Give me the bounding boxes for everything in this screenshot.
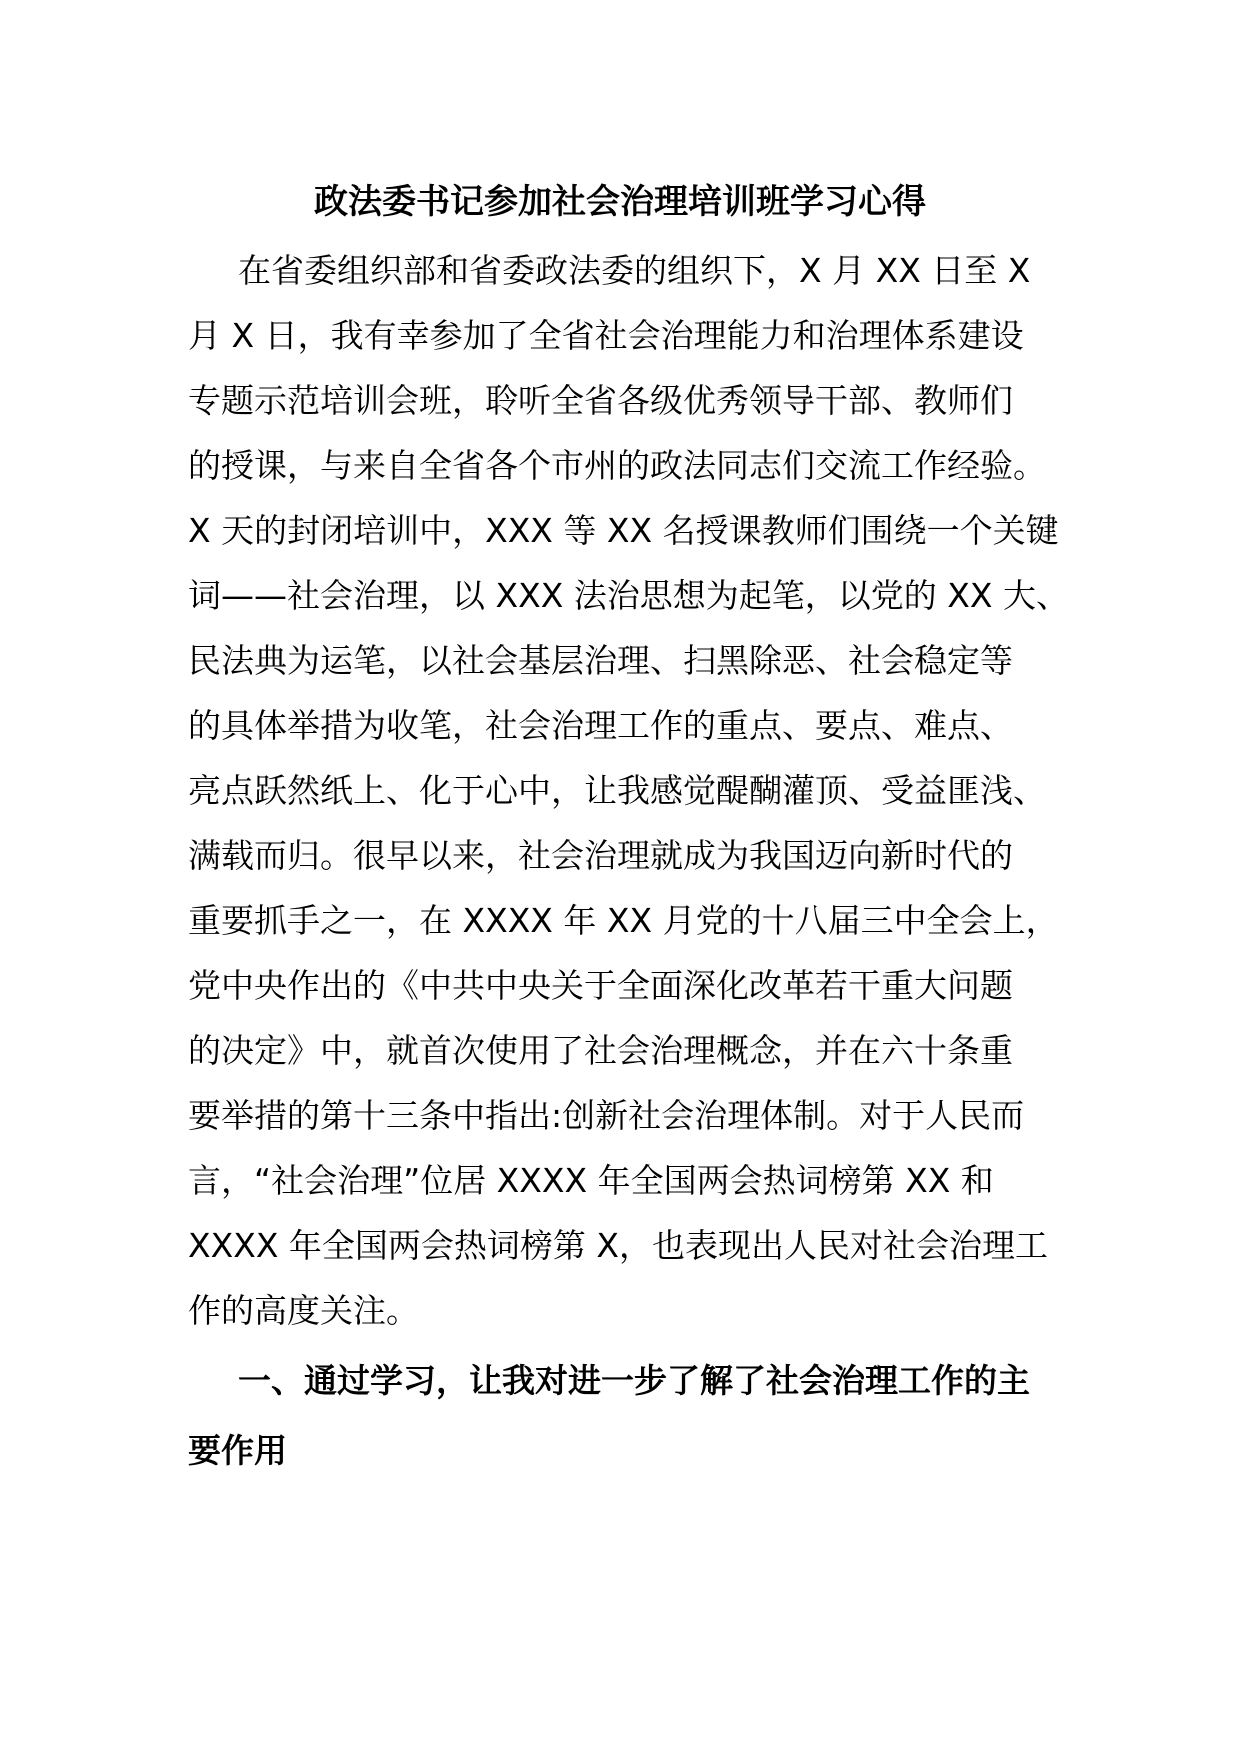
paragraph-line: 作的高度关注。 [188, 1291, 419, 1330]
heading-line: 要作用 [188, 1431, 287, 1470]
section-heading [188, 1346, 1058, 1486]
paragraph-line: 要举措的第十三条中指出:创新社会治理体制。对于人民而 [188, 1096, 1025, 1135]
paragraph-line: 党中央作出的《中共中央关于全面深化改革若干重大问题 [188, 966, 1013, 1005]
paragraph-line: 在省委组织部和省委政法委的组织下，X 月 XX 日至 X [238, 251, 1031, 290]
paragraph-line: X 天的封闭培训中，XXX 等 XX 名授课教师们围绕一个关键 [188, 511, 1059, 550]
paragraph-line: 重要抓手之一，在 XXXX 年 XX 月党的十八届三中全会上， [188, 901, 1059, 940]
paragraph-line: 言，“社会治理”位居 XXXX 年全国两会热词榜第 XX 和 [188, 1161, 994, 1200]
paragraph-line: 满载而归。很早以来，社会治理就成为我国迈向新时代的 [188, 836, 1013, 875]
paragraph-line: 专题示范培训会班，聆听全省各级优秀领导干部、教师们 [188, 381, 1013, 420]
body-paragraph [188, 238, 1069, 1343]
paragraph-line: 亮点跃然纸上、化于心中，让我感觉醍醐灌顶、受益匪浅、 [188, 771, 1046, 810]
paragraph-line: 的授课，与来自全省各个市州的政法同志们交流工作经验。 [188, 446, 1046, 485]
paragraph-line: XXXX 年全国两会热词榜第 X，也表现出人民对社会治理工 [188, 1226, 1049, 1265]
paragraph-line: 词——社会治理，以 XXX 法治思想为起笔，以党的 XX 大、 [188, 576, 1069, 615]
document-title: 政法委书记参加社会治理培训班学习心得 [314, 182, 926, 222]
paragraph-line: 月 X 日，我有幸参加了全省社会治理能力和治理体系建设 [188, 316, 1024, 355]
paragraph-line: 的具体举措为收笔，社会治理工作的重点、要点、难点、 [188, 706, 1013, 745]
paragraph-line: 民法典为运笔，以社会基层治理、扫黑除恶、社会稳定等 [188, 641, 1013, 680]
heading-line: 一、通过学习，让我对进一步了解了社会治理工作的主 [238, 1361, 1030, 1400]
paragraph-line: 的决定》中，就首次使用了社会治理概念，并在六十条重 [188, 1031, 1013, 1070]
